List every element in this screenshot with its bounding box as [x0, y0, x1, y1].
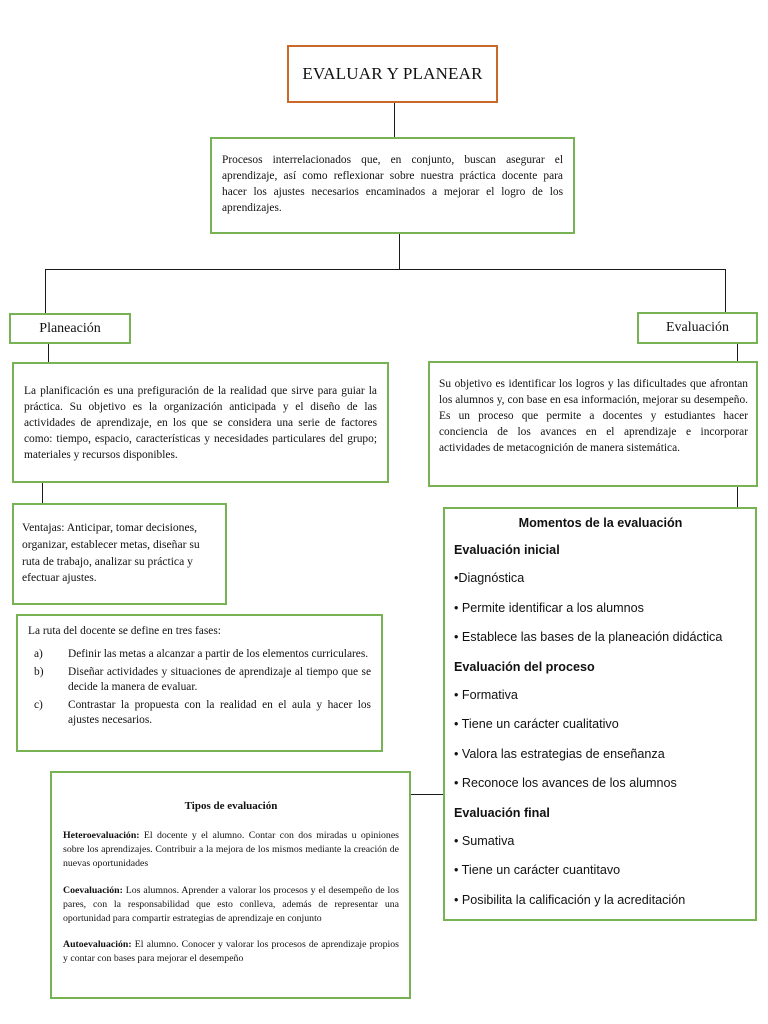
connector-intro-bar [399, 234, 400, 269]
planeacion-node [9, 313, 131, 344]
ruta-item-marker: c) [34, 698, 43, 711]
proceso-item: • Reconoce los avances de los alumnos [454, 776, 677, 790]
final-item: • Tiene un carácter cuantitavo [454, 863, 621, 877]
ruta-item [28, 698, 371, 729]
final-item: • Posibilita la calificación y la acreditación [454, 892, 686, 907]
inicial-heading: Evaluación inicial [454, 543, 560, 557]
proceso-item: • Tiene un carácter cualitativo [454, 717, 619, 731]
ventajas-box [12, 503, 227, 605]
ruta-item-text: Contrastar la propuesta con la realidad en el aula y hacer los ajustes necesarios. [68, 698, 371, 726]
inicial-item: • Establece las bases de la planeación didáctica [454, 630, 723, 644]
planeacion-description-box [12, 362, 389, 483]
ruta-item-marker: b) [34, 665, 44, 678]
connector-horizontal-bar [45, 269, 726, 270]
connector-title-intro [394, 103, 395, 137]
proceso-item: • Valora las estrategias de enseñanza [454, 746, 665, 761]
final-item: • Sumativa [454, 833, 515, 848]
diagram-title [287, 45, 498, 103]
intro-box [210, 137, 575, 234]
tipo-autoevaluacion [63, 938, 399, 966]
inicial-item: •Diagnóstica [454, 571, 525, 585]
connector-eval-desc [737, 344, 738, 361]
connector-tipos-momentos [411, 794, 443, 795]
tipo-label: Autoevaluación: [63, 939, 132, 951]
tipo-heteroevaluacion [63, 829, 399, 872]
tipos-title: Tipos de evaluación [184, 800, 278, 812]
connector-eval-momentos [737, 487, 738, 507]
tipo-label: Heteroevaluación: [63, 829, 140, 841]
connector-plan-ventajas [42, 483, 43, 503]
connector-plan-desc [48, 344, 49, 362]
evaluacion-node [637, 312, 758, 344]
tipo-text: El alumno. Conocer y valorar los procesos de aprendizaje propios y contar con bases para mejorar el desempeño [63, 939, 399, 965]
evaluacion-description-box [428, 361, 758, 487]
planeacion-description: La planificación es una prefiguración de la realidad que sirve para guiar la práctica. Su objetivo es la organización anticipada y el diseño de las actividades de aprendizaje, en los que se considera una serie de factores como: tiempo, espacio, características y necesidades particulares del grupo; materiales y recursos disponibles. [24, 385, 377, 461]
tipo-coevaluacion [63, 884, 399, 927]
momentos-title: Momentos de la evaluación [518, 516, 683, 530]
evaluacion-description: Su objetivo es identificar los logros y las dificultades que afrontan los alumnos y, con base en esa información, mejorar su desempeño. Es un proceso que permite a docentes y estudiantes hacer conciencia de los avances en el aprendizaje e incorporar actividades de metacognición de manera sistemática. [439, 378, 748, 454]
ruta-list [28, 647, 371, 728]
final-heading: Evaluación final [454, 805, 550, 820]
tipos-box [50, 771, 411, 999]
connector-left-drop [45, 269, 46, 313]
inicial-item: • Permite identificar a los alumnos [454, 600, 644, 615]
tipo-text: Los alumnos. Aprender a valorar los procesos y el desempeño de los pares, con la responsabilidad que esto conlleva, además de representar una oportunidad para compartir estrategias de aprendizaje en conjunto [63, 884, 399, 924]
proceso-item: • Formativa [454, 687, 518, 702]
tipo-label: Coevaluación: [63, 884, 123, 896]
ruta-item [28, 647, 371, 662]
intro-text: Procesos interrelacionados que, en conjunto, buscan asegurar el aprendizaje, así como reflexionar sobre nuestra práctica docente para hacer los ajustes necesarios encaminados a mejorar el logro de los aprendizajes. [222, 154, 563, 214]
ruta-item [28, 665, 371, 696]
momentos-box [443, 507, 757, 921]
connector-right-drop [725, 269, 726, 312]
ruta-docente-box [16, 614, 383, 752]
ruta-intro: La ruta del docente se define en tres fases: [28, 625, 221, 637]
evaluacion-title: Evaluación [666, 320, 729, 335]
ruta-item-text: Diseñar actividades y situaciones de aprendizaje al tiempo que se decide la manera de evaluar. [68, 665, 371, 694]
ruta-item-text: Definir las metas a alcanzar a partir de los elementos curriculares. [68, 648, 369, 661]
diagram-title-text: EVALUAR Y PLANEAR [302, 64, 483, 83]
planeacion-title: Planeación [39, 320, 101, 336]
proceso-heading: Evaluación del proceso [454, 659, 595, 674]
ruta-item-marker: a) [34, 648, 43, 661]
tipo-text: El docente y el alumno. Contar con dos miradas u opiniones sobre los aprendizajes. Contribuir a la mejora de los mismos mediante la creación de nuevas oportunidades [63, 829, 399, 870]
ventajas-text: Ventajas: Anticipar, tomar decisiones, organizar, establecer metas, diseñar su ruta de trabajo, analizar su práctica y efectuar ajustes. [22, 521, 200, 585]
